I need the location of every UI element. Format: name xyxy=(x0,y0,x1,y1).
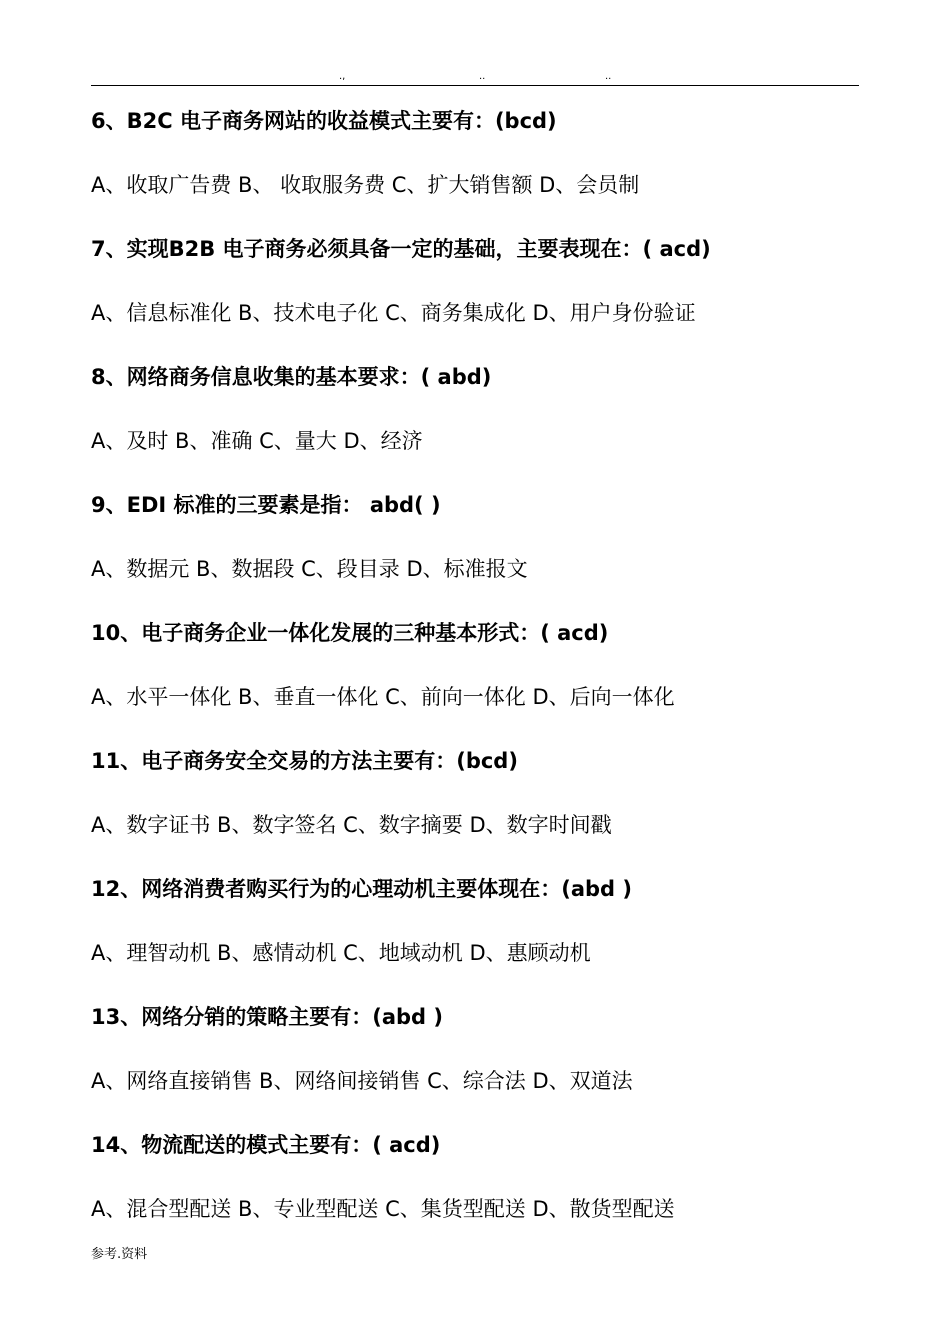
question-title: 13、网络分销的策略主要有：(abd ) xyxy=(91,1005,443,1029)
question-options: A、水平一体化 B、垂直一体化 C、前向一体化 D、后向一体化 xyxy=(91,685,675,709)
question-options: A、信息标准化 B、技术电子化 C、商务集成化 D、用户身份验证 xyxy=(91,301,696,325)
question-options: A、混合型配送 B、专业型配送 C、集货型配送 D、散货型配送 xyxy=(91,1197,675,1221)
header-rule xyxy=(91,85,859,86)
question-title: 12、网络消费者购买行为的心理动机主要体现在：(abd ) xyxy=(91,877,632,901)
question-title: 11、电子商务安全交易的方法主要有：(bcd) xyxy=(91,749,518,773)
header-mark: ., xyxy=(339,71,346,82)
header-mark: .. xyxy=(605,71,612,82)
question-list xyxy=(91,103,859,1255)
question-title: 6、B2C 电子商务网站的收益模式主要有：(bcd) xyxy=(91,109,557,133)
question-title: 9、EDI 标准的三要素是指： abd( ) xyxy=(91,493,441,517)
question-title: 8、网络商务信息收集的基本要求：( abd) xyxy=(91,365,492,389)
page-header xyxy=(91,70,859,84)
question-options: A、及时 B、准确 C、量大 D、经济 xyxy=(91,429,423,453)
question-title: 10、电子商务企业一体化发展的三种基本形式：( acd) xyxy=(91,621,609,645)
question-options: A、收取广告费 B、 收取服务费 C、扩大销售额 D、会员制 xyxy=(91,173,640,197)
page-footer: 参考.资料 xyxy=(91,1247,148,1262)
question-title: 7、实现B2B 电子商务必须具备一定的基础，主要表现在：( acd) xyxy=(91,237,711,261)
question-options: A、数字证书 B、数字签名 C、数字摘要 D、数字时间戳 xyxy=(91,813,612,837)
question-options: A、理智动机 B、感情动机 C、地域动机 D、惠顾动机 xyxy=(91,941,591,965)
question-title: 14、物流配送的模式主要有：( acd) xyxy=(91,1133,441,1157)
header-mark: .. xyxy=(479,71,486,82)
question-options: A、数据元 B、数据段 C、段目录 D、标准报文 xyxy=(91,557,528,581)
question-options: A、网络直接销售 B、网络间接销售 C、综合法 D、双道法 xyxy=(91,1069,633,1093)
